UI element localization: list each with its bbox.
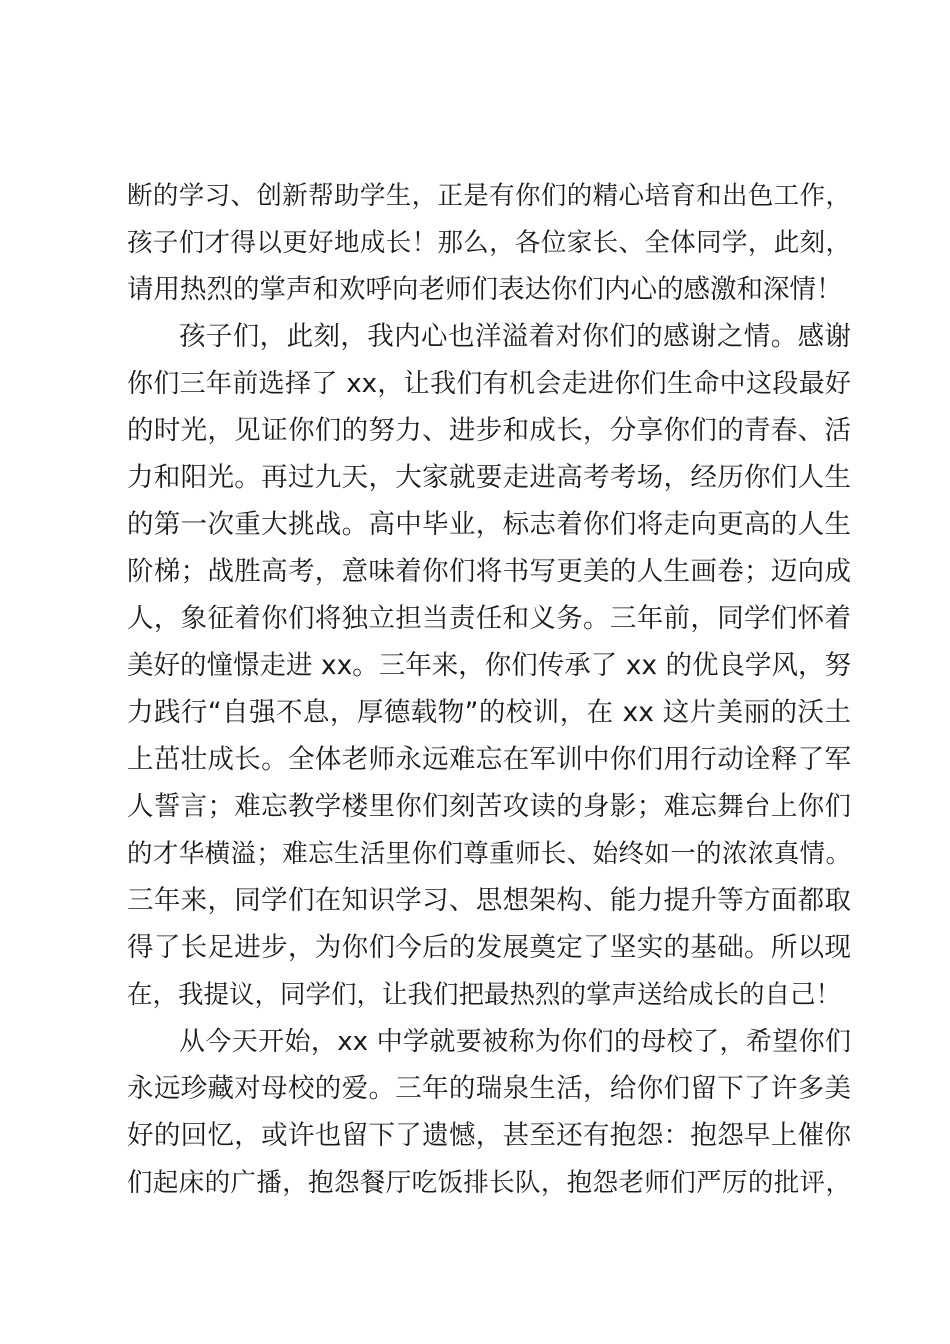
- text-line: 们起床的广播，抱怨餐厅吃饭排长队，抱怨老师们严厉的批评，: [127, 1168, 851, 1198]
- text-line: 人誓言；难忘教学楼里你们刻苦攻读的身影；难忘舞台上你们: [127, 791, 851, 822]
- text-line: 力践行“自强不息，厚德载物”的校训，在 xx 这片美丽的沃土: [127, 697, 851, 728]
- text-line: 得了长足进步，为你们今后的发展奠定了坚实的基础。所以现: [127, 932, 851, 963]
- text-line: 从今天开始，xx 中学就要被称为你们的母校了，希望你们: [179, 1027, 851, 1057]
- text-line: 请用热烈的掌声和欢呼向老师们表达你们内心的感激和深情！: [127, 274, 843, 305]
- text-line: 孩子们才得以更好地成长！那么，各位家长、全体同学，此刻，: [127, 228, 851, 258]
- text-line: 断的学习、创新帮助学生，正是有你们的精心培育和出色工作，: [127, 181, 851, 211]
- text-line: 力和阳光。再过九天，大家就要走进高考考场，经历你们人生: [127, 462, 851, 493]
- text-line: 好的回忆，或许也留下了遗憾，甚至还有抱怨：抱怨早上催你: [127, 1120, 851, 1151]
- text-line: 阶梯；战胜高考，意味着你们将书写更美的人生画卷；迈向成: [127, 556, 851, 587]
- text-line: 的时光，见证你们的努力、进步和成长，分享你们的青春、活: [127, 415, 851, 446]
- text-line: 三年来，同学们在知识学习、思想架构、能力提升等方面都取: [127, 885, 851, 916]
- text-line: 你们三年前选择了 xx，让我们有机会走进你们生命中这段最好: [127, 369, 851, 399]
- text-line: 人，象征着你们将独立担当责任和义务。三年前，同学们怀着: [127, 603, 851, 634]
- text-line: 美好的憧憬走进 xx。三年来，你们传承了 xx 的优良学风，努: [127, 650, 852, 681]
- text-line: 上茁壮成长。全体老师永远难忘在军训中你们用行动诠释了军: [127, 744, 851, 775]
- text-line: 在，我提议，同学们，让我们把最热烈的掌声送给成长的自己！: [127, 980, 842, 1010]
- text-line: 孩子们，此刻，我内心也洋溢着对你们的感谢之情。感谢: [179, 321, 851, 352]
- text-line: 的才华横溢；难忘生活里你们尊重师长、始终如一的浓浓真情。: [127, 839, 851, 869]
- text-line: 永远珍藏对母校的爱。三年的瑞泉生活，给你们留下了许多美: [127, 1073, 851, 1104]
- text-line: 的第一次重大挑战。高中毕业，标志着你们将走向更高的人生: [127, 509, 851, 540]
